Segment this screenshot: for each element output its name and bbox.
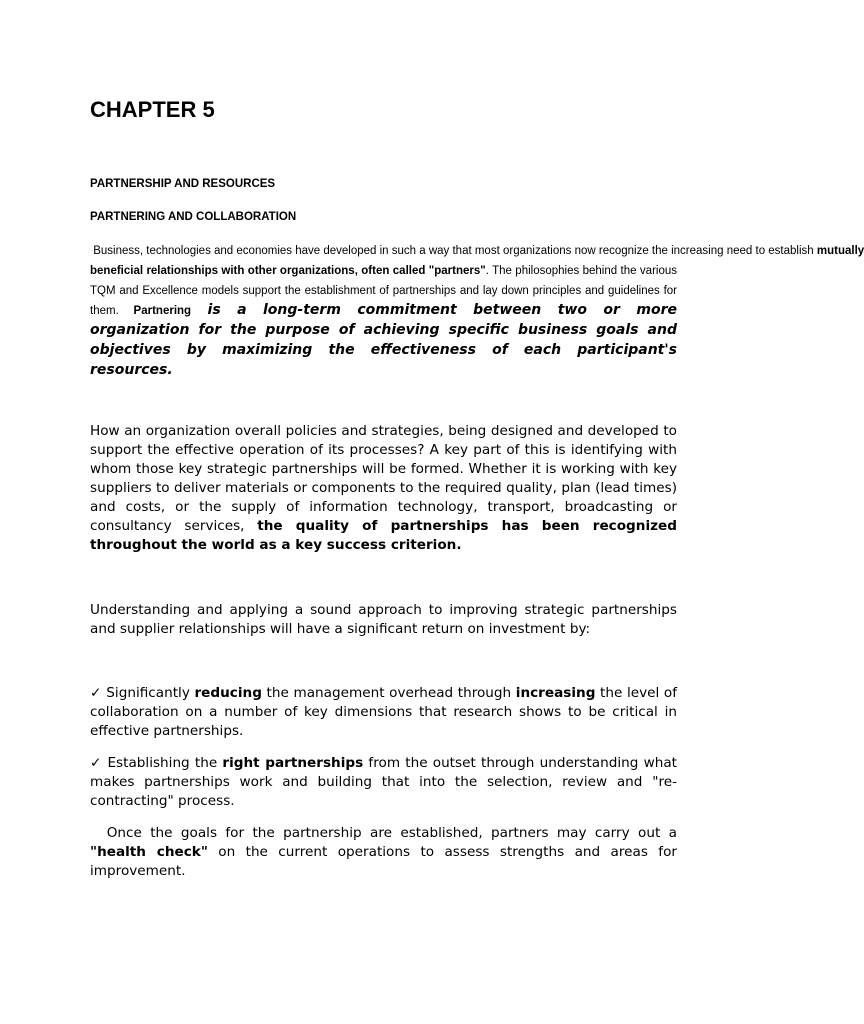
understanding-paragraph bbox=[90, 601, 677, 639]
policies-paragraph bbox=[90, 422, 677, 555]
bullet-establishing-text-2: from the outset through understanding what makes partnerships work and building that into the selection, review and "re-contracting" process. bbox=[90, 755, 677, 809]
intro-paragraph bbox=[90, 241, 864, 381]
bullet-establishing-bold-1: right partnerships bbox=[222, 755, 364, 771]
partnering-definition: is a long-term commitment between two or more organization for the purpose of achieving specific business goals and objectives by maximizing the effectiveness of each participant's resources. bbox=[90, 302, 677, 378]
health-check-paragraph bbox=[90, 824, 682, 881]
bullet-reducing-text-2: the management overhead through bbox=[261, 685, 516, 701]
section-heading: PARTNERSHIP AND RESOURCES bbox=[90, 178, 276, 190]
policies-text: How an organization overall policies and strategies, being designed and developed to support the effective operation of its processes? A key part of this is identifying with whom those key strategic partnerships will be formed. Whether it is working with key suppliers to deliver materials or components to the required quality, plan (lead times) and costs, or the supply of information technology, transport, broadcasting or consultancy services, bbox=[90, 423, 677, 534]
subsection-heading: PARTNERING AND COLLABORATION bbox=[90, 211, 297, 223]
check-icon: ✓ bbox=[90, 685, 102, 701]
chapter-title: CHAPTER 5 bbox=[90, 97, 215, 122]
health-text-1: Once the goals for the partnership are established, partners may carry out a bbox=[90, 825, 682, 841]
bullet-reducing-text-1: Significantly bbox=[101, 685, 195, 701]
bullet-reducing-text-3: the level of collaboration on a number of key dimensions that research shows to be critical in effective partnerships. bbox=[90, 685, 678, 739]
document-page bbox=[90, 0, 864, 1024]
intro-middle-text: . The philosophies behind the various TQM and Excellence models support the establishment of partnerships and lay down principles and guidelines for them. bbox=[90, 265, 677, 317]
policies-bold-text: the quality of partnerships has been recognized throughout the world as a key success criterion. bbox=[90, 518, 677, 553]
health-check-bold: "health check" bbox=[90, 844, 208, 860]
intro-lead-text: Business, technologies and economies have developed in such a way that most organizations now recognize the increasing need to establish bbox=[90, 245, 817, 257]
understanding-text: Understanding and applying a sound approach to improving strategic partnerships and supplier relationships will have a significant return on investment by: bbox=[90, 602, 677, 637]
bullet-reducing bbox=[90, 684, 677, 741]
health-text-2: on the current operations to assess strengths and areas for improvement. bbox=[90, 844, 677, 879]
intro-bold-phrase: mutually beneficial relationships with other organizations, often called "partners" bbox=[90, 245, 864, 277]
partnering-label: Partnering bbox=[133, 305, 192, 317]
bullet-reducing-bold-2: increasing bbox=[515, 685, 596, 701]
bullet-establishing-text-1: Establishing the bbox=[102, 755, 223, 771]
bullet-establishing bbox=[90, 754, 677, 811]
bullet-reducing-bold-1: reducing bbox=[194, 685, 262, 701]
check-icon: ✓ bbox=[90, 755, 103, 771]
